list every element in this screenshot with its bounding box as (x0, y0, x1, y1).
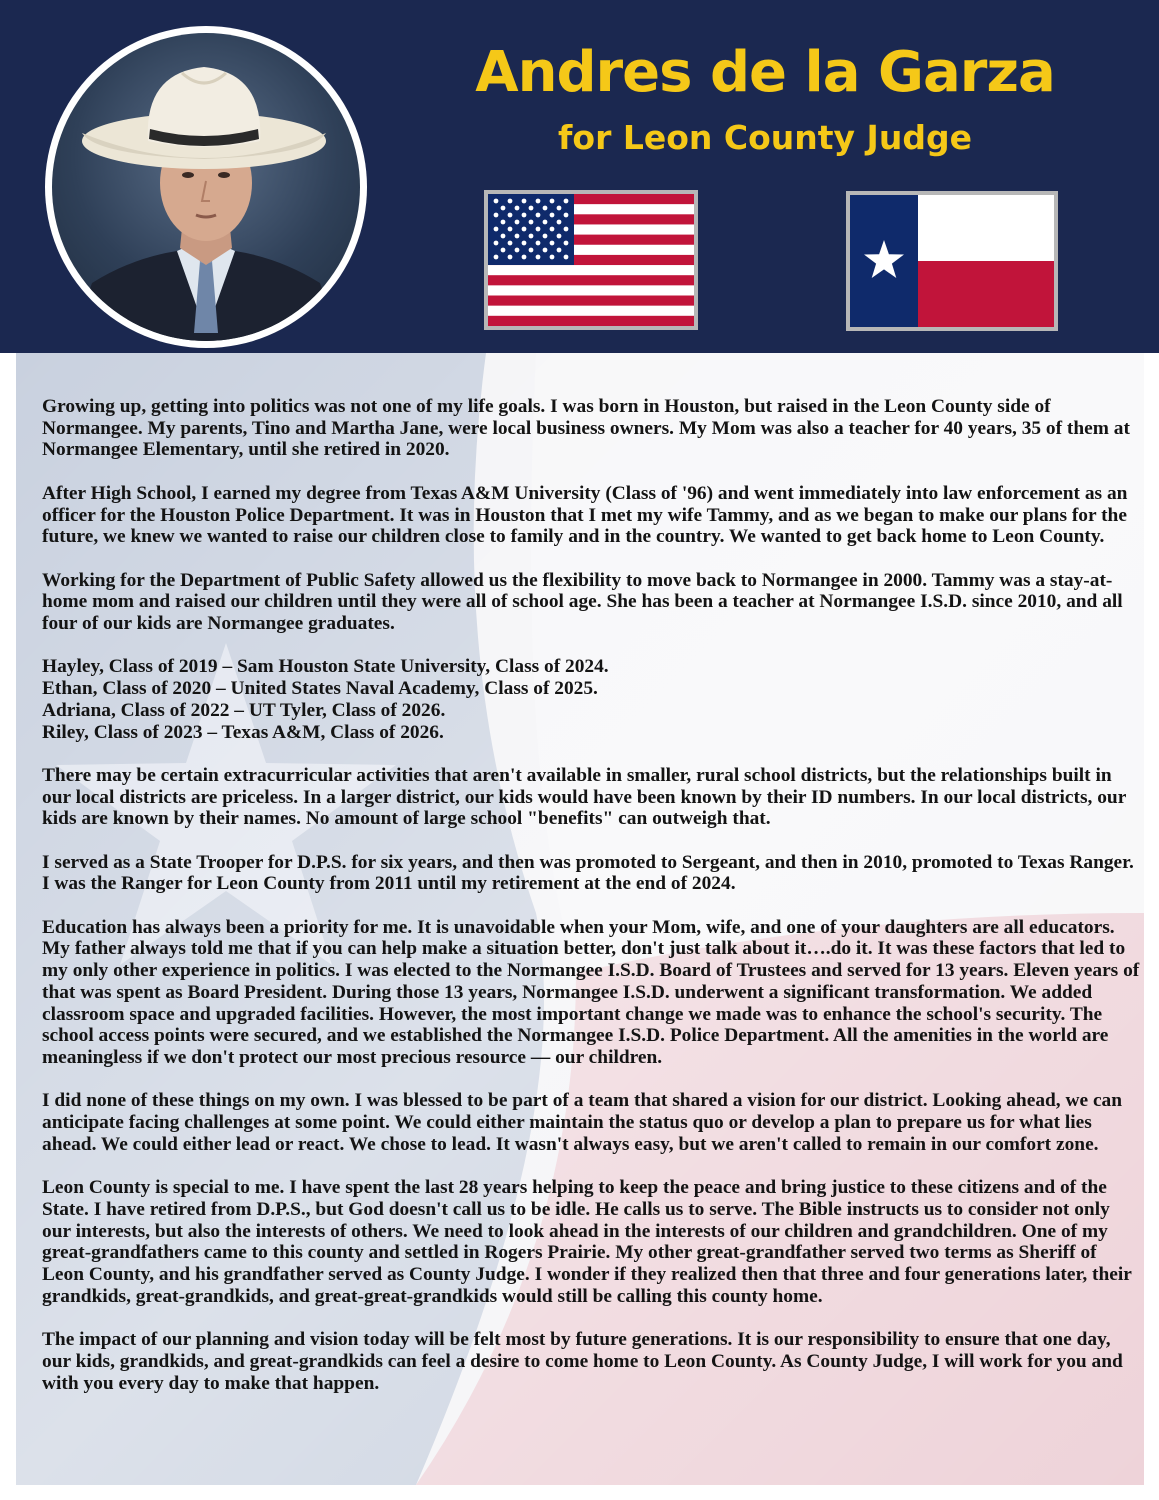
us-flag-icon (488, 194, 694, 326)
portrait-illustration (52, 33, 360, 341)
child-entry: Hayley, Class of 2019 – Sam Houston State University, Class of 2024. (42, 656, 609, 678)
bio-text (42, 396, 1142, 1416)
paragraph-career-start: After High School, I earned my degree from Texas A&M University (Class of '96) and went immediately into law enforcement as an officer for the Houston Police Department. It was in Houston that I met my wife Tammy, and as we began to make our plans for the future, we knew we wanted to raise our children close to family and in the country. We wanted to get back home to Leon County. (42, 482, 1128, 548)
paragraph-family: Working for the Department of Public Safety allowed us the flexibility to move back to Normangee in 2000. Tammy was a stay-at-home mom and raised our children until they were all of school age. She has been a teacher at Normangee I.S.D. since 2010, and all four of our kids are Normangee graduates. (42, 569, 1123, 634)
paragraph-education: Education has always been a priority for me. It is unavoidable when your Mom, wife, and one of your daughters are all educators. My father always told me that if you can help make a situation better, don't just talk about it….do it. It was these factors that led to my only other experience in politics. I was elected to the Normangee I.S.D. Board of Trustees and served for 13 years. Eleven years of that was spent as Board President. During those 13 years, Normangee I.S.D. underwent a significant transformation. We added classroom space and upgraded facilities. However, the most important change we made was to enhance the school's security. The school access points were secured, and we established the Normangee I.S.D. Police Department. All the amenities in the world are meaningless if we don't protect our most precious resource — our children. (42, 916, 1140, 1068)
children-list (42, 656, 1142, 743)
candidate-portrait (45, 26, 367, 348)
paragraph-rural-schools: There may be certain extracurricular activities that aren't available in smaller, rural school districts, but the relationships built in our local districts are priceless. In a larger district, our kids would have been known by their ID numbers. In our local districts, our kids are known by their names. No amount of large school "benefits" can outweigh that. (42, 764, 1126, 830)
child-entry: Adriana, Class of 2022 – UT Tyler, Class of 2026. (42, 699, 446, 721)
bio-section (16, 353, 1144, 1485)
candidate-name: Andres de la Garza (475, 40, 1055, 105)
texas-flag (846, 191, 1058, 331)
portrait-photo (52, 33, 360, 341)
paragraph-leon-county: Leon County is special to me. I have spent the last 28 years helping to keep the peace and bring justice to these citizens and of the State. I have retired from D.P.S., but God doesn't call us to be idle. He calls us to serve. The Bible instructs us to consider not only our interests, but also the interests of others. We need to look ahead in the interests of our children and grandchildren. One of my great-grandfathers came to this county and settled in Rogers Prairie. My other great-grandfather served two terms as Sheriff of Leon County, and his grandfather served as County Judge. I wonder if they realized then that three and four generations later, their grandkids, great-grandkids, and great-great-grandkids would still be calling this county home. (42, 1177, 1132, 1307)
paragraph-future: The impact of our planning and vision today will be felt most by future generations. It is our responsibility to ensure that one day, our kids, grandkids, and great-grandkids can feel a desire to come home to Leon County. As County Judge, I will work for you and with you every day to make that happen. (42, 1329, 1123, 1394)
paragraph-teamwork: I did none of these things on my own. I was blessed to be part of a team that shared a vision for our district. Looking ahead, we can anticipate facing challenges at some point. We could either maintain the status quo or develop a plan to prepare us for what lies ahead. We could either lead or react. We chose to lead. It wasn't always easy, but we aren't called to remain in our comfort zone. (42, 1090, 1123, 1155)
us-flag (484, 190, 698, 330)
texas-flag-icon (850, 195, 1054, 327)
header-banner (0, 0, 1159, 353)
child-entry: Ethan, Class of 2020 – United States Naval Academy, Class of 2025. (42, 678, 598, 700)
campaign-subtitle: for Leon County Judge (558, 118, 972, 157)
paragraph-dps-career: I served as a State Trooper for D.P.S. for six years, and then was promoted to Sergeant, and then in 2010, promoted to Texas Ranger. I was the Ranger for Leon County from 2011 until my retirement at the end of 2024. (42, 851, 1134, 895)
paragraph-upbringing: Growing up, getting into politics was not one of my life goals. I was born in Houston, but raised in the Leon County side of Normangee. My parents, Tino and Martha Jane, were local business owners. My Mom was also a teacher for 40 years, 35 of them at Normangee Elementary, until she retired in 2020. (42, 396, 1130, 461)
child-entry: Riley, Class of 2023 – Texas A&M, Class of 2026. (42, 721, 444, 743)
